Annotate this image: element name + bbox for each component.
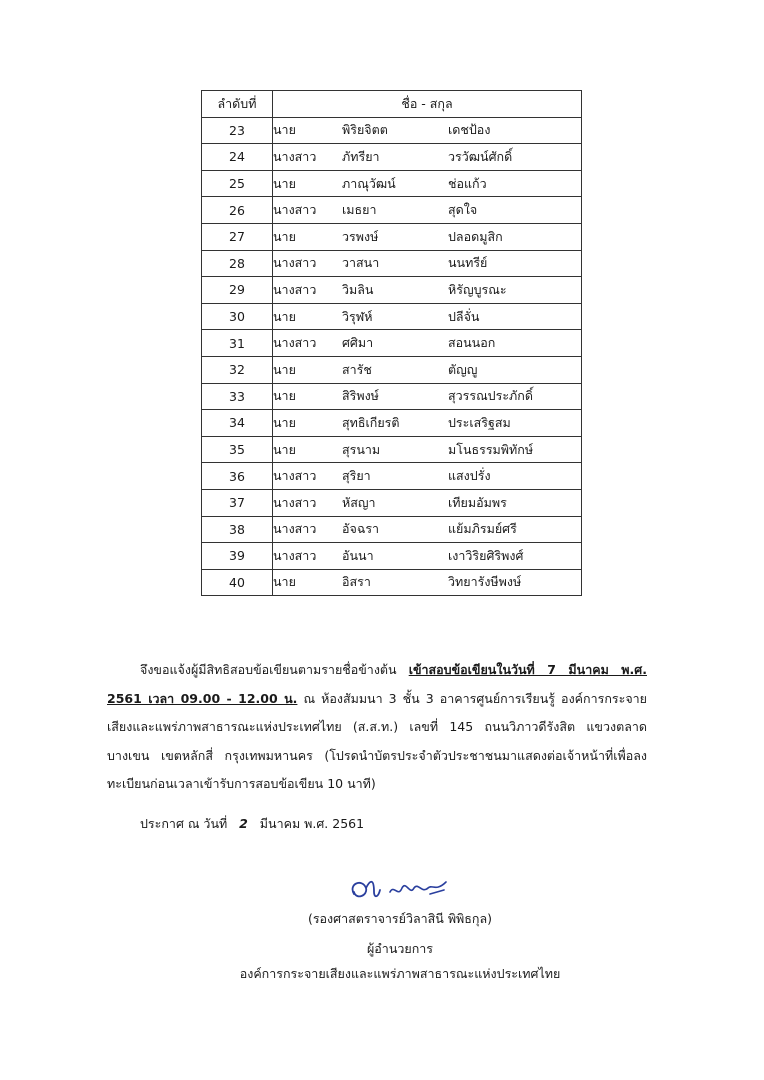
row-name-title: นางสาว (273, 148, 317, 164)
row-order-number: 25 (202, 170, 273, 197)
row-full-name (273, 543, 582, 570)
row-last-name: วิทยารังษีพงษ์ (448, 574, 522, 590)
row-order-number: 39 (202, 543, 273, 570)
row-full-name (273, 303, 582, 330)
candidate-table (201, 90, 582, 596)
row-order-number: 31 (202, 330, 273, 357)
row-order-number: 36 (202, 463, 273, 490)
header-full-name: ชื่อ - สกุล (273, 91, 582, 118)
row-first-name: สารัช (342, 361, 372, 377)
row-full-name (273, 356, 582, 383)
row-first-name: อัจฉรา (342, 521, 380, 537)
row-last-name: ช่อแก้ว (448, 175, 487, 191)
row-last-name: นนทรีย์ (448, 255, 488, 271)
row-order-number: 29 (202, 277, 273, 304)
table-row (202, 223, 582, 250)
row-first-name: วาสนา (342, 255, 380, 271)
table-row (202, 330, 582, 357)
handwritten-signature (340, 874, 460, 908)
table-row (202, 463, 582, 490)
row-full-name (273, 197, 582, 224)
signatory-position: ผู้อำนวยการ (366, 941, 434, 956)
row-order-number: 33 (202, 383, 273, 410)
signatory-organization: องค์การกระจายเสียงและแพร่ภาพสาธารณะแห่งประเทศไทย (239, 966, 561, 981)
table-row (202, 356, 582, 383)
row-name-title: นาย (273, 122, 296, 138)
row-name-title: นางสาว (273, 547, 317, 563)
row-order-number: 34 (202, 410, 273, 437)
row-first-name: อิสรา (342, 574, 371, 590)
row-order-number: 40 (202, 569, 273, 596)
row-name-title: นาย (273, 228, 296, 244)
row-last-name: สุวรรณประภักดิ์ (448, 388, 533, 404)
row-order-number: 28 (202, 250, 273, 277)
exam-notice-paragraph (107, 656, 647, 799)
row-last-name: เทียมอัมพร (448, 494, 507, 510)
notice-details: ณ ห้องสัมมนา 3 ชั้น 3 อาคารศูนย์การเรียนรู้ องค์การกระจายเสียงและแพร่ภาพสาธารณะแห่งประเทศไทย (ส.ส.ท.) เลขที่ 145 ถนนวิภาวดีรังสิต แขวงตลาดบางเขน เขตหลักสี่ กรุงเทพมหานคร (โปรดนำบัตรประจำตัวประชาชนมาแสดงต่อเจ้าหน้าที่เพื่อลงทะเบียนก่อนเวลาเข้ารับการสอบข้อเขียน 10 นาที) (107, 690, 647, 791)
row-full-name (273, 170, 582, 197)
announce-day: 2 (239, 816, 248, 831)
row-full-name (273, 463, 582, 490)
row-first-name: ศศิมา (342, 335, 374, 351)
row-first-name: สุรนาม (342, 441, 381, 457)
row-last-name: มโนธรรมพิทักษ์ (448, 441, 534, 457)
row-name-title: นางสาว (273, 202, 317, 218)
row-name-title: นางสาว (273, 468, 317, 484)
candidate-rows (202, 117, 582, 596)
row-first-name: หัสญา (342, 494, 376, 510)
announce-month-year: มีนาคม พ.ศ. 2561 (259, 816, 365, 831)
table-row (202, 516, 582, 543)
row-order-number: 26 (202, 197, 273, 224)
row-full-name (273, 330, 582, 357)
row-last-name: แสงปรั่ง (448, 468, 491, 484)
signatory-name: (รองศาสตราจารย์วิลาสินี พิพิธกุล) (307, 911, 493, 926)
row-name-title: นาย (273, 308, 296, 324)
row-first-name: สิริพงษ์ (342, 388, 379, 404)
row-last-name: วรวัฒน์ศักดิ์ (448, 148, 513, 164)
row-name-title: นาย (273, 361, 296, 377)
row-order-number: 35 (202, 436, 273, 463)
row-last-name: หิรัญบูรณะ (448, 281, 507, 297)
row-last-name: ปลีจั่น (448, 308, 480, 324)
table-header-row (202, 91, 582, 118)
row-first-name: ภาณุวัฒน์ (342, 175, 396, 191)
row-first-name: เมธยา (342, 202, 377, 218)
row-full-name (273, 277, 582, 304)
row-first-name: วิมลิน (342, 281, 374, 297)
row-first-name: อันนา (342, 547, 374, 563)
row-first-name: สุทธิเกียรติ (342, 414, 400, 430)
row-name-title: นางสาว (273, 255, 317, 271)
table-row (202, 436, 582, 463)
row-full-name (273, 569, 582, 596)
row-name-title: นางสาว (273, 281, 317, 297)
row-name-title: นาย (273, 388, 296, 404)
row-order-number: 23 (202, 117, 273, 144)
row-first-name: สุริยา (342, 468, 371, 484)
row-last-name: สอนนอก (448, 335, 496, 351)
row-name-title: นาย (273, 574, 296, 590)
row-first-name: วิรุฬห์ (342, 308, 373, 324)
header-order-number: ลำดับที่ (202, 91, 273, 118)
row-full-name (273, 383, 582, 410)
table-row (202, 144, 582, 171)
row-first-name: พิริยจิตต (342, 122, 388, 138)
row-full-name (273, 410, 582, 437)
row-last-name: สุดใจ (448, 202, 478, 218)
row-order-number: 37 (202, 489, 273, 516)
row-full-name (273, 223, 582, 250)
announce-prefix: ประกาศ ณ วันที่ (140, 816, 228, 831)
row-full-name (273, 489, 582, 516)
row-name-title: นาย (273, 414, 296, 430)
table-row (202, 569, 582, 596)
row-last-name: ตัญญู (448, 361, 478, 377)
row-order-number: 24 (202, 144, 273, 171)
table-row (202, 303, 582, 330)
notice-lead: จึงขอแจ้งผู้มีสิทธิสอบข้อเขียนตามรายชื่อข้างต้น (140, 662, 409, 677)
row-full-name (273, 144, 582, 171)
table-row (202, 117, 582, 144)
table-row (202, 250, 582, 277)
table-row (202, 543, 582, 570)
row-full-name (273, 250, 582, 277)
row-order-number: 32 (202, 356, 273, 383)
row-last-name: เงาวิริยศิริพงศ์ (448, 547, 524, 563)
row-last-name: เดชป้อง (448, 122, 491, 138)
table-row (202, 410, 582, 437)
row-full-name (273, 436, 582, 463)
row-last-name: ปลอดมูสิก (448, 228, 503, 244)
row-order-number: 38 (202, 516, 273, 543)
announcement-date (140, 814, 364, 834)
row-name-title: นาย (273, 175, 296, 191)
row-last-name: ประเสริฐสม (448, 414, 511, 430)
notice-exam-datetime: เข้าสอบข้อเขียนในวันที่ 7 มีนาคม พ.ศ. 2561 เวลา 09.00 - 12.00 น. (107, 662, 647, 706)
row-name-title: นางสาว (273, 521, 317, 537)
row-last-name: แย้มภิรมย์ศรี (448, 521, 517, 537)
row-name-title: นางสาว (273, 335, 317, 351)
row-name-title: นาย (273, 441, 296, 457)
table-row (202, 489, 582, 516)
table-row (202, 170, 582, 197)
table-row (202, 383, 582, 410)
row-full-name (273, 516, 582, 543)
table-row (202, 197, 582, 224)
row-first-name: ภัทรียา (342, 148, 380, 164)
row-order-number: 27 (202, 223, 273, 250)
row-name-title: นางสาว (273, 494, 317, 510)
row-first-name: วรพงษ์ (342, 228, 379, 244)
row-full-name (273, 117, 582, 144)
table-row (202, 277, 582, 304)
row-order-number: 30 (202, 303, 273, 330)
